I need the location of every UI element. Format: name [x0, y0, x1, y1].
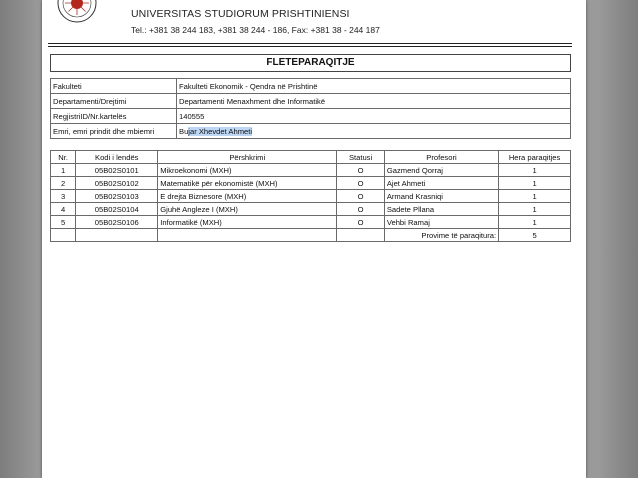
cell-code: 05B02S0101 — [76, 164, 158, 177]
total-value: 5 — [499, 229, 571, 242]
empty-cell — [337, 229, 385, 242]
student-info-table — [50, 78, 571, 139]
info-value[interactable] — [177, 124, 571, 139]
student-name-selected-text[interactable]: jar Xhevdet Ahmeti — [188, 126, 253, 136]
cell-description: Gjuhë Angleze I (MXH) — [158, 203, 337, 216]
col-header-status: Statusi — [337, 151, 385, 164]
col-header-professor: Profesori — [384, 151, 498, 164]
cell-attempts: 1 — [499, 164, 571, 177]
cell-code: 05B02S0104 — [76, 203, 158, 216]
form-title: FLETEPARAQITJE — [50, 54, 571, 72]
info-value[interactable]: Departamenti Menaxhment dhe Informatikë — [177, 94, 571, 109]
cell-attempts: 1 — [499, 216, 571, 229]
header-divider-2 — [48, 46, 572, 47]
table-row — [51, 203, 571, 216]
cell-status: O — [337, 190, 385, 203]
info-row — [51, 94, 571, 109]
cell-code: 05B02S0106 — [76, 216, 158, 229]
university-name: UNIVERSITAS STUDIORUM PRISHTINIENSI — [131, 8, 350, 20]
cell-description: E drejta Biznesore (MXH) — [158, 190, 337, 203]
cell-nr: 2 — [51, 177, 76, 190]
cell-status: O — [337, 216, 385, 229]
info-label: Departamenti/Drejtimi — [51, 94, 177, 109]
col-header-attempts: Hera paraqitjes — [499, 151, 571, 164]
cell-description: Mikroekonomi (MXH) — [158, 164, 337, 177]
cell-professor: Armand Krasniqi — [384, 190, 498, 203]
table-row — [51, 190, 571, 203]
document-page — [42, 0, 586, 478]
cell-attempts: 1 — [499, 177, 571, 190]
info-label: Fakulteti — [51, 79, 177, 94]
col-header-code: Kodi i lendës — [76, 151, 158, 164]
cell-status: O — [337, 203, 385, 216]
header-divider — [48, 43, 572, 44]
cell-attempts: 1 — [499, 190, 571, 203]
cell-code: 05B02S0103 — [76, 190, 158, 203]
empty-cell — [51, 229, 76, 242]
info-label: Emri, emri prindit dhe mbiemri — [51, 124, 177, 139]
cell-code: 05B02S0102 — [76, 177, 158, 190]
cell-nr: 5 — [51, 216, 76, 229]
info-row — [51, 79, 571, 94]
info-row — [51, 124, 571, 139]
cell-nr: 4 — [51, 203, 76, 216]
table-row — [51, 216, 571, 229]
cell-nr: 1 — [51, 164, 76, 177]
col-header-description: Përshkrimi — [158, 151, 337, 164]
table-header-row — [51, 151, 571, 164]
university-contact: Tel.: +381 38 244 183, +381 38 244 - 186, Fax: +381 38 - 244 187 — [131, 25, 380, 35]
university-seal-icon — [56, 0, 98, 28]
cell-professor: Sadete Pllana — [384, 203, 498, 216]
cell-description: Informatikë (MXH) — [158, 216, 337, 229]
cell-status: O — [337, 164, 385, 177]
student-name-plain[interactable]: Bu — [179, 126, 189, 136]
info-label: RegjistriID/Nr.kartelës — [51, 109, 177, 124]
total-row — [51, 229, 571, 242]
cell-attempts: 1 — [499, 203, 571, 216]
empty-cell — [158, 229, 337, 242]
table-row — [51, 177, 571, 190]
cell-professor: Ajet Ahmeti — [384, 177, 498, 190]
info-value[interactable]: 140555 — [177, 109, 571, 124]
courses-table — [50, 150, 571, 242]
empty-cell — [76, 229, 158, 242]
cell-nr: 3 — [51, 190, 76, 203]
cell-status: O — [337, 177, 385, 190]
total-label: Provime të paraqitura: — [384, 229, 498, 242]
info-value[interactable]: Fakulteti Ekonomik - Qendra në Prishtinë — [177, 79, 571, 94]
cell-professor: Gazmend Qorraj — [384, 164, 498, 177]
table-row — [51, 164, 571, 177]
col-header-nr: Nr. — [51, 151, 76, 164]
info-row — [51, 109, 571, 124]
cell-description: Matematikë për ekonomistë (MXH) — [158, 177, 337, 190]
cell-professor: Vehbi Ramaj — [384, 216, 498, 229]
